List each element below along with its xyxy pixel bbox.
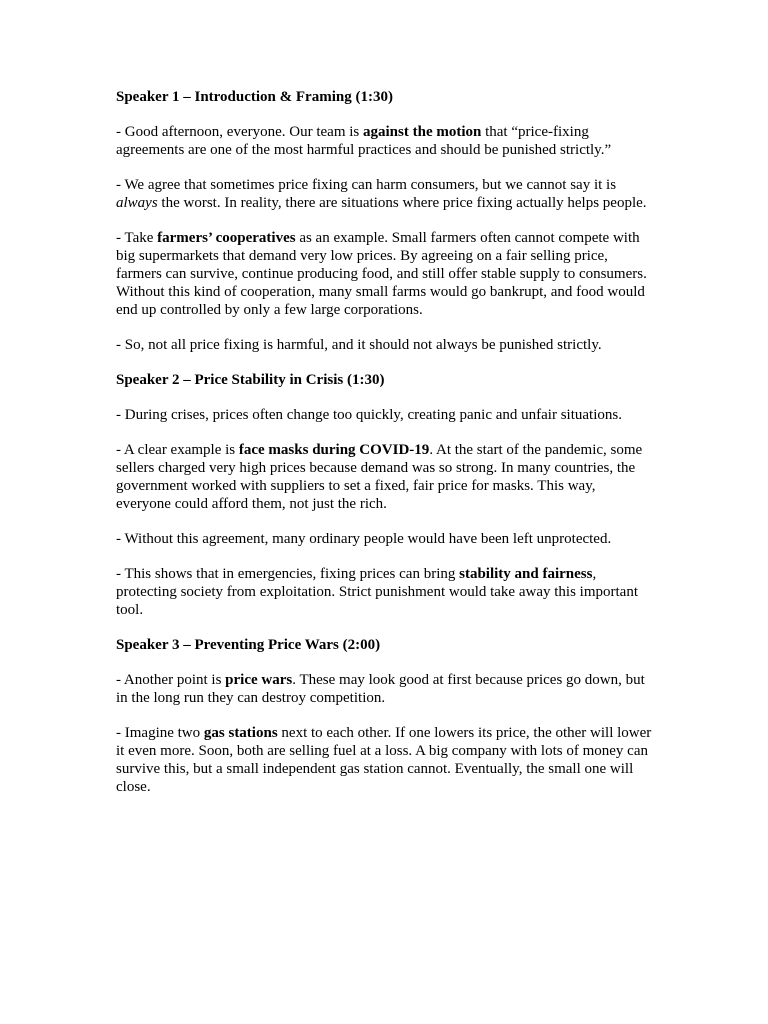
paragraph	[116, 176, 652, 212]
text-run: - Take	[116, 230, 158, 246]
paragraph	[116, 671, 652, 707]
text-run: that “price-fixing agreements are one of the most harmful practices and should be punished strictly.”	[116, 124, 612, 158]
text-run: . At the start of the pandemic, some sellers charged very high prices because demand was so strong. In many countries, the government worked with suppliers to set a fixed, fair price for masks. This way, everyone could afford them, not just the rich.	[116, 442, 643, 512]
section-heading-speaker-1: Speaker 1 – Introduction & Framing (1:30)	[116, 89, 393, 105]
text-run: - Good afternoon, everyone. Our team is	[116, 124, 364, 140]
paragraph	[116, 724, 652, 796]
bold-text-run: face masks during COVID-19	[238, 442, 430, 458]
paragraph	[116, 336, 652, 354]
text-run: - So, not all price fixing is harmful, and it should not always be punished strictly.	[116, 337, 602, 353]
text-run: - Another point is	[116, 672, 226, 688]
text-run: as an example. Small farmers often cannot compete with big supermarkets that demand very low prices. By agreeing on a fair selling price, farmers can survive, continue producing food, and still offer stable supply to consumers. Without this kind of cooperation, many small farms would go bankrupt, and food would end up controlled by only a few large corporations.	[116, 230, 647, 318]
text-run: - Imagine two	[116, 725, 204, 741]
paragraph	[116, 123, 652, 159]
text-run: next to each other. If one lowers its price, the other will lower it even more. Soon, both are selling fuel at a loss. A big company with lots of money can survive this, but a small independent gas station cannot. Eventually, the small one will close.	[116, 725, 652, 795]
section-heading-speaker-2: Speaker 2 – Price Stability in Crisis (1:30)	[116, 372, 385, 388]
text-run: - This shows that in emergencies, fixing prices can bring	[116, 566, 460, 582]
text-run: - We agree that sometimes price fixing can harm consumers, but we cannot say it is	[116, 177, 617, 193]
bold-text-run: farmers’ cooperatives	[157, 230, 296, 246]
bold-text-run: stability and fairness	[459, 566, 593, 582]
paragraph	[116, 441, 652, 513]
text-run: , protecting society from exploitation. Strict punishment would take away this important tool.	[116, 566, 638, 618]
paragraph	[116, 229, 652, 319]
text-run: - During crises, prices often change too quickly, creating panic and unfair situations.	[116, 407, 622, 423]
paragraph	[116, 565, 652, 619]
text-run: the worst. In reality, there are situations where price fixing actually helps people.	[157, 195, 647, 211]
bold-text-run: price wars	[225, 672, 293, 688]
text-run: . These may look good at first because prices go down, but in the long run they can destroy competition.	[116, 672, 645, 706]
section-heading-speaker-3: Speaker 3 – Preventing Price Wars (2:00)	[116, 637, 381, 653]
paragraph	[116, 406, 652, 424]
paragraph	[116, 530, 652, 548]
text-run: - Without this agreement, many ordinary people would have been left unprotected.	[116, 531, 612, 547]
italic-text-run: always	[116, 195, 158, 211]
bold-text-run: gas stations	[203, 725, 278, 741]
bold-text-run: against the motion	[363, 124, 482, 140]
text-run: - A clear example is	[116, 442, 239, 458]
